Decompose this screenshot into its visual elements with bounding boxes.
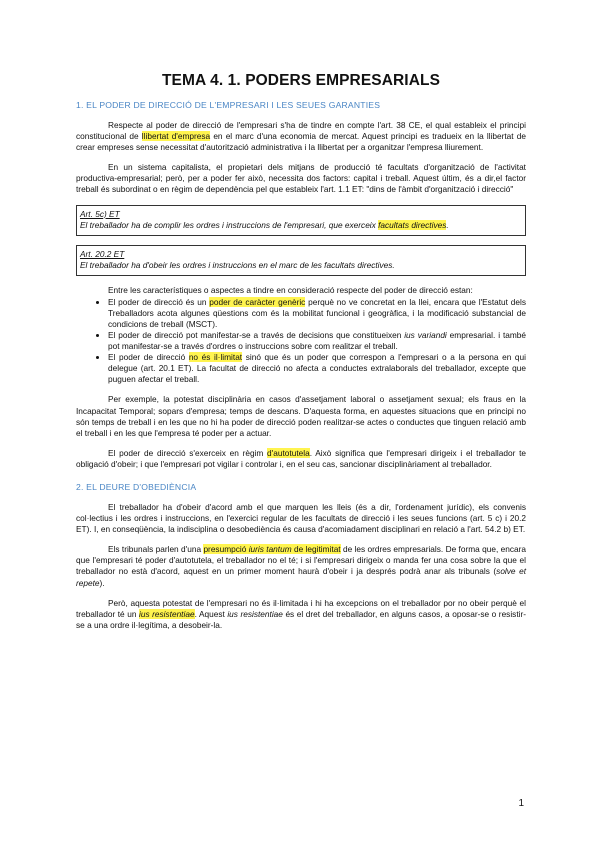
section-1-heading: 1. EL PODER DE DIRECCIÓ DE L'EMPRESARI I LES SEUES GARANTIES xyxy=(76,100,381,110)
page-number: 1 xyxy=(518,798,524,809)
s1-paragraph-1: Respecte al poder de direcció de l'empresari s'ha de tindre en compte l'art. 38 CE, el qual estableix el principi constitucional de llibertat d'empresa en el marc d'una economia de mercat. Aquest principi es tradueix en la llibertat de crear empreses sense necessitat d'autorització administrativa i la llibertat per a organitzar l'empresa lliurement. xyxy=(76,120,526,153)
article-box-title: Art. 20.2 ET xyxy=(80,248,125,259)
document-title: TEMA 4. 1. PODERS EMPRESARIALS xyxy=(161,72,441,89)
section-2-heading: 2. EL DEURE D'OBEDIÈNCIA xyxy=(76,481,197,492)
list-item: • El poder de direcció pot manifestar-se a través de decisions que constitueixen ius variandi empresarial. i també pot manifestar-se a través d'ordres o instruccions sobre com realitzar el treball. xyxy=(108,330,526,352)
article-box-title: Art. 5c) ET xyxy=(80,208,120,219)
list-item: • El poder de direcció no és il·limitat sinó que és un poder que correspon a l'empresari o a la persona en qui delegue (art. 20.1 ET). La facultat de direcció no afecta a conductes extralaborals del treballador, excepte que puguen afectar el treball. xyxy=(108,352,526,385)
article-box-body: El treballador ha de complir les ordres i instruccions de l'empresari, que exerceix facultats directives. xyxy=(80,219,449,230)
list-item: • El poder de direcció és un poder de caràcter genèric perquè no ve concretat en la llei, encara que l'Estatut dels Treballadors acota algunes qüestions com és la mobilitat funcional i geogràfica, i la modificació substancial de condicions de treball (MSCT). xyxy=(108,297,526,330)
article-box-body: El treballador ha d'obeir les ordres i instruccions en el marc de les facultats directives. xyxy=(80,259,395,270)
s2-paragraph-2: Els tribunals parlen d'una presumpció iuris tantum de legitimitat de les ordres empresarials. De forma que, encara que l'empresari té poder d'autotutela, el treballador no el té; i si l'empresari dirigeix o manda fer una cosa sobre la que el treballador no està d'acord, aquest en un primer moment haurà d'obeir i ja després podrà anar als tribunals (solve et repete). xyxy=(76,544,526,588)
characteristics-list xyxy=(76,297,526,386)
s1-paragraph-3: Entre les característiques o aspectes a tindre en consideració respecte del poder de direcció estan: xyxy=(108,284,473,295)
s2-paragraph-1: El treballador ha d'obeir d'acord amb el que marquen les lleis (és a dir, l'ordenament jurídic), els convenis col·lectius i les ordres i instruccions, en l'exercici regular de les facultats de direcció i les seues funcions (art. 5 c) i 20.2 ET). I, en conseqüència, la indisciplina o desobediència és causa d'acomiadament disciplinari en relació a l'art. 54.2 b) ET. xyxy=(76,501,526,535)
document-page xyxy=(76,64,526,640)
article-box-5c xyxy=(76,205,526,236)
s2-paragraph-3: Però, aquesta potestat de l'empresari no és il·limitada i hi ha excepcions on el treballador por no obeir perquè el treballador té un ius resistentiae. Aquest ius resistentiae és el dret del treballador, en alguns casos, a oposar-se o resistir-se a una ordre il·legítima, a desobeir-la. xyxy=(76,597,526,630)
article-box-20-2 xyxy=(76,245,526,276)
s1-paragraph-2: En un sistema capitalista, el propietari dels mitjans de producció té facultats d'organització de l'activitat productiva-empresarial; però, per a poder fer això, necessita dos factors: capital i treball. Aquest últim, és a dir,el factor treball és subordinat o en règim de dependència pel que estableix l'art. 1.1 ET: "dins de l'àmbit d'organització i direcció" xyxy=(76,162,526,195)
highlight-llibertat: llibertat d'empresa xyxy=(141,131,211,142)
s1-paragraph-5: El poder de direcció s'exerceix en règim d'autotutela. Això significa que l'empresari dirigeix i el treballador te obligació d'obeir; i que l'empresari pot vigilar i controlar i, en el seu cas, sancionar disciplinàriament al treballador. xyxy=(76,447,526,469)
s1-paragraph-4: Per exemple, la potestat disciplinària en casos d'assetjament laboral o assetjament sexual; els fraus en la Incapacitat Temporal; sopars d'empresa; temps de descans. D'aquesta forma, en aquestes situacions que en principi no són temps de treball i en les que no hi ha poder de direcció poden realitzar-se actes o conductes que tinguen relació amb el treball i en les que l'empresa té poder per a actuar. xyxy=(76,394,526,438)
